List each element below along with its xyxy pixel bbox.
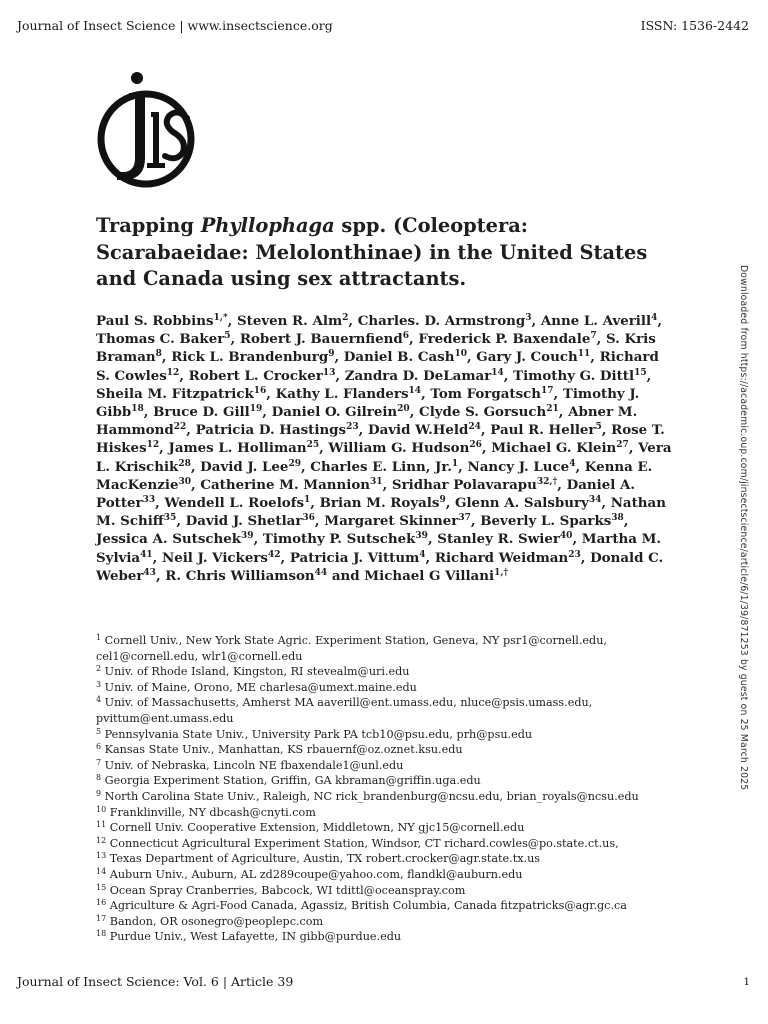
affiliation-number: 17 xyxy=(96,913,107,923)
author-affiliation-mark: 16 xyxy=(253,385,267,396)
affiliation-text: Connecticut Agricultural Experiment Station, Windsor, CT richard.cowles@po.state.ct.us, xyxy=(106,836,619,850)
affiliation-number: 14 xyxy=(96,866,107,876)
author-name: Kathy L. Flanders xyxy=(275,385,409,402)
affiliation-item xyxy=(96,929,676,945)
affiliation-list xyxy=(96,633,676,945)
author-name: Timothy J. Gibb xyxy=(96,385,640,421)
author-list: Paul S. Robbins$^{1,*}$, Steven R. Alm$^2$, Charles. D. Armstrong$^3$, Anne L. Averill$^4$, Thomas C. Baker$^5$, Robert J. Bauernfiend$^6$, Frederick P. Baxendale$^7$, S. Kris Braman$^8$, Rick L. Brandenburg$^9$, Daniel B. Cash$^{10}$, Gary J. Couch$^{11}$, Richard S. Cowles$^{12}$, Robert L. Crocker$^{13}$, Zandra D. DeLamar$^{14}$, Timothy G. Dittl$^{15}$, Sheila M. Fitzpatrick$^{16}$, Kathy L. Flanders$^{14}$, Tom Forgatsch$^{17}$, Timothy J. Gibb$^{18}$, Bruce D. Gill$^{19}$, Daniel O. Gilrein$^{20}$, Clyde S. Gorsuch$^{21}$, Abner M. Hammond$^{22}$, Patricia D. Hastings$^{23}$, David W.Held$^{24}$, Paul R. Heller$^5$, Rose T. Hiskes$^{12}$, James L. Holliman$^{25}$, William G. Hudson$^{26}$, Michael G. Klein$^{27}$, Vera L. Krischik$^{28}$, David J. Lee$^{29}$, Charles E. Linn, Jr.$^1$, Nancy J. Luce$^4$, Kenna E. MacKenzie$^{30}$, Catherine M. Mannion$^{31}$, Sridhar Polavarapu$^{32,\dagger}$, Daniel A. Potter$^{33}$, Wendell L. Roelofs$^1$, Brian M. Royals$^9$, Glenn A. Salsbury$^{34}$, Nathan M. Schiff$^{35}$, David J. Shetlar$^{36}$, Margaret Skinner$^{37}$, Beverly L. Sparks$^{38}$, Jessica A. Sutschek$^{39}$, Timothy P. Sutschek$^{39}$, Stanley R. Swier$^{40}$, Martha M. Sylvia$^{41}$, Neil J. Vickers$^{42}$, Patricia J. Vittum$^4$, Richard Weidman$^{23}$, Donald C. Weber$^{43}$, R. Chris Williamson$^{44}$ and Michael G Villani$^{1,\dagger}$ xyxy=(96,313,672,584)
author-name: Daniel O. Gilrein xyxy=(271,404,398,421)
affiliation-item xyxy=(96,664,676,680)
author-name: Wendell L. Roelofs xyxy=(164,495,305,512)
author-affiliation-mark: 44 xyxy=(314,567,328,578)
author-affiliation-mark: 25 xyxy=(306,440,320,451)
author-name: Martha M. Sylvia xyxy=(96,531,662,566)
author-name: Stanley R. Swier xyxy=(437,531,560,548)
author-name: David W.Held xyxy=(367,422,469,439)
author-name: Charles. D. Armstrong xyxy=(357,313,526,329)
affiliation-text: Pennsylvania State Univ., University Park PA tcb10@psu.edu, prh@psu.edu xyxy=(101,727,533,741)
author-affiliation-mark: 2 xyxy=(342,313,349,323)
author-name: Zandra D. DeLamar xyxy=(344,367,492,384)
author-affiliation-mark: 8 xyxy=(155,349,162,360)
affiliation-text: Texas Department of Agriculture, Austin, TX robert.crocker@agr.state.tx.us xyxy=(106,852,541,866)
journal-header: Journal of Insect Science | www.insectscience.org xyxy=(17,18,333,33)
author-affiliation-mark: 20 xyxy=(397,404,410,415)
affiliation-item xyxy=(96,820,676,836)
author-name: David J. Lee xyxy=(200,458,289,475)
affiliation-item xyxy=(96,727,676,743)
affiliation-item xyxy=(96,773,676,789)
author-affiliation-mark: 39 xyxy=(415,531,428,542)
author-name: William G. Hudson xyxy=(328,440,470,457)
author-name: Paul R. Heller xyxy=(490,422,596,439)
author-affiliation-mark: 32,† xyxy=(536,476,558,487)
author-name: Vera L. Krischik xyxy=(96,440,672,475)
affiliation-number: 1 xyxy=(96,633,102,642)
author-name: Tom Forgatsch xyxy=(430,385,541,402)
affiliation-text: Georgia Experiment Station, Griffin, GA kbraman@griffin.uga.edu xyxy=(101,774,481,788)
author-affiliation-mark: 24 xyxy=(468,422,481,433)
author-affiliation-mark: 36 xyxy=(302,513,315,524)
footer-citation: Journal of Insect Science: Vol. 6 | Article 39 xyxy=(17,974,294,989)
affiliation-text: Kansas State Univ., Manhattan, KS rbauernf@oz.oznet.ksu.edu xyxy=(101,743,463,757)
author-affiliation-mark: 7 xyxy=(590,331,597,342)
author-affiliation-mark: 35 xyxy=(163,513,177,524)
author-affiliation-mark: 23 xyxy=(568,549,581,560)
download-watermark: Downloaded from https://academic.oup.com/jinsectscience/article/6/1/39/871253 by guest on 25 March 2025 xyxy=(738,265,749,791)
article-title: Trapping Phyllophaga spp. (Coleoptera: Scarabaeidae: Melolonthinae) in the United States and Canada using sex attractants. xyxy=(96,214,648,290)
affiliation-text: Univ. of Rhode Island, Kingston, RI stevealm@uri.edu xyxy=(101,665,410,679)
affiliation-number: 18 xyxy=(96,929,107,939)
author-name: Timothy G. Dittl xyxy=(513,367,635,384)
author-affiliation-mark: 34 xyxy=(588,495,602,506)
journal-logo-jis-icon xyxy=(95,68,197,196)
author-affiliation-mark: 27 xyxy=(616,440,629,451)
affiliation-item xyxy=(96,758,676,774)
author-affiliation-mark: 21 xyxy=(546,404,559,415)
affiliation-number: 16 xyxy=(96,898,107,908)
author-affiliation-mark: 4 xyxy=(651,313,658,323)
author-name: Richard S. Cowles xyxy=(96,349,659,384)
affiliation-item xyxy=(96,851,676,867)
author-name: Rick L. Brandenburg xyxy=(171,349,329,366)
affiliation-number: 13 xyxy=(96,851,107,861)
author-affiliation-mark: 10 xyxy=(454,349,467,360)
author-name: Timothy P. Sutschek xyxy=(262,531,416,548)
affiliation-item xyxy=(96,789,676,805)
author-name: Daniel B. Cash xyxy=(343,349,455,366)
author-affiliation-mark: 29 xyxy=(288,458,301,469)
author-affiliation-mark: 1 xyxy=(451,458,459,469)
author-name: Sheila M. Fitzpatrick xyxy=(96,385,254,402)
author-name: Frederick P. Baxendale xyxy=(418,331,591,348)
author-name: James L. Holliman xyxy=(168,440,307,457)
author-name: Daniel A. Potter xyxy=(96,476,636,512)
author-affiliation-mark: 17 xyxy=(541,385,554,396)
affiliation-text: Univ. of Massachusetts, Amherst MA aaverill@ent.umass.edu, nluce@psis.umass.edu, pvittum@ent.umass.edu xyxy=(96,696,593,725)
author-affiliation-mark: 14 xyxy=(491,367,504,378)
affiliation-item xyxy=(96,883,676,899)
author-affiliation-mark: 37 xyxy=(458,513,471,524)
author-affiliation-mark: 11 xyxy=(577,349,591,360)
author-name: Rose T. Hiskes xyxy=(96,422,665,457)
author-name: Robert L. Crocker xyxy=(188,367,323,384)
affiliation-number: 10 xyxy=(96,804,107,814)
author-affiliation-mark: 42 xyxy=(267,549,281,560)
affiliation-item xyxy=(96,680,676,696)
author-name: R. Chris Williamson xyxy=(165,567,315,584)
affiliation-item xyxy=(96,898,676,914)
author-affiliation-mark: 6 xyxy=(402,331,409,342)
author-affiliation-mark: 19 xyxy=(249,404,263,415)
author-name: Neil J. Vickers xyxy=(161,549,268,566)
affiliation-number: 9 xyxy=(96,788,102,798)
author-name: Patricia D. Hastings xyxy=(195,422,347,439)
author-affiliation-mark: 18 xyxy=(131,404,144,415)
affiliation-text: Cornell Univ., New York State Agric. Experiment Station, Geneva, NY psr1@cornell.edu, cel1@cornell.edu, wlr1@cornell.edu xyxy=(96,634,607,663)
affiliation-number: 4 xyxy=(96,695,102,705)
author-affiliation-mark: 4 xyxy=(419,549,426,560)
issn-label: ISSN: 1536-2442 xyxy=(640,18,749,33)
author-affiliation-mark: 39 xyxy=(241,531,254,542)
author-name: Jessica A. Sutschek xyxy=(96,531,242,548)
author-name: Clyde S. Gorsuch xyxy=(419,404,547,421)
affiliation-text: Ocean Spray Cranberries, Babcock, WI tdittl@oceanspray.com xyxy=(106,883,466,897)
author-affiliation-mark: 5 xyxy=(224,331,231,342)
affiliation-item xyxy=(96,633,676,664)
affiliation-item xyxy=(96,695,676,726)
author-name: Beverly L. Sparks xyxy=(480,513,612,530)
affiliation-number: 2 xyxy=(96,664,102,674)
affiliation-text: Franklinville, NY dbcash@cnyti.com xyxy=(106,805,316,819)
affiliation-text: Univ. of Nebraska, Lincoln NE fbaxendale1@unl.edu xyxy=(101,758,404,772)
author-name: Catherine M. Mannion xyxy=(200,476,371,493)
author-affiliation-mark: 1 xyxy=(304,495,311,506)
author-affiliation-mark: 38 xyxy=(611,513,624,524)
author-name: Paul S. Robbins xyxy=(96,313,214,329)
affiliation-number: 5 xyxy=(96,726,102,736)
author-affiliation-mark: 41 xyxy=(140,549,153,560)
author-affiliation-mark: 28 xyxy=(178,458,191,469)
author-affiliation-mark: 31 xyxy=(370,476,383,487)
author-affiliation-mark: 43 xyxy=(143,567,156,578)
author-name: S. Kris Braman xyxy=(96,331,656,366)
author-name: Gary J. Couch xyxy=(476,349,578,366)
author-name: Bruce D. Gill xyxy=(153,404,250,421)
author-affiliation-mark: 1,* xyxy=(213,313,228,323)
author-affiliation-mark: 22 xyxy=(173,422,187,433)
affiliation-item xyxy=(96,914,676,930)
affiliation-text: Purdue Univ., West Lafayette, IN gibb@purdue.edu xyxy=(106,930,402,944)
author-name: Nathan M. Schiff xyxy=(96,495,666,530)
affiliation-number: 6 xyxy=(96,742,102,752)
author-name: Michael G Villani xyxy=(364,567,495,584)
author-affiliation-mark: 40 xyxy=(559,531,573,542)
author-name: Steven R. Alm xyxy=(236,313,343,329)
author-name: Thomas C. Baker xyxy=(96,331,225,348)
affiliation-number: 11 xyxy=(96,820,107,830)
author-name: Donald C. Weber xyxy=(96,549,664,584)
author-affiliation-mark: 12 xyxy=(166,367,180,378)
affiliation-item xyxy=(96,836,676,852)
author-name: Richard Weidman xyxy=(434,549,569,566)
affiliation-item xyxy=(96,805,676,821)
author-name: Glenn A. Salsbury xyxy=(455,495,589,512)
affiliation-item xyxy=(96,867,676,883)
affiliation-text: Agriculture & Agri-Food Canada, Agassiz, British Columbia, Canada fitzpatricks@agr.gc.ca xyxy=(106,899,627,913)
affiliation-item xyxy=(96,742,676,758)
affiliation-number: 3 xyxy=(96,679,102,689)
affiliation-number: 15 xyxy=(96,882,107,892)
author-name: Margaret Skinner xyxy=(324,513,459,530)
affiliation-text: Univ. of Maine, Orono, ME charlesa@umext.maine.edu xyxy=(101,680,417,694)
author-affiliation-mark: 9 xyxy=(328,349,335,360)
author-name: Anne L. Averill xyxy=(540,313,652,329)
genus-name: Phyllophaga xyxy=(200,214,335,237)
affiliation-text: Auburn Univ., Auburn, AL zd289coupe@yahoo.com, flandkl@auburn.edu xyxy=(106,867,523,881)
author-name: Abner M. Hammond xyxy=(96,404,638,439)
author-affiliation-mark: 4 xyxy=(569,458,576,469)
author-affiliation-mark: 14 xyxy=(408,385,422,396)
author-name: Sridhar Polavarapu xyxy=(391,476,537,493)
affiliation-text: Cornell Univ. Cooperative Extension, Middletown, NY gjc15@cornell.edu xyxy=(106,821,525,835)
author-affiliation-mark: 26 xyxy=(469,440,482,451)
author-affiliation-mark: 13 xyxy=(322,367,336,378)
author-affiliation-mark: 15 xyxy=(634,367,647,378)
author-affiliation-mark: 5 xyxy=(595,422,602,433)
author-affiliation-mark: 3 xyxy=(525,313,532,323)
author-affiliation-mark: 30 xyxy=(178,476,191,487)
page-number: 1 xyxy=(743,976,750,988)
affiliation-number: 8 xyxy=(96,773,102,783)
author-name: Brian M. Royals xyxy=(319,495,440,512)
author-name: Patricia J. Vittum xyxy=(289,549,420,566)
author-affiliation-mark: 1,† xyxy=(494,567,509,578)
affiliation-number: 12 xyxy=(96,835,107,845)
author-affiliation-mark: 9 xyxy=(439,495,446,506)
author-name: Robert J. Bauernfiend xyxy=(239,331,403,348)
affiliation-text: Bandon, OR osonegro@peoplepc.com xyxy=(106,914,324,928)
author-affiliation-mark: 33 xyxy=(142,495,156,506)
affiliation-text: North Carolina State Univ., Raleigh, NC rick_brandenburg@ncsu.edu, brian_royals@ncsu.edu xyxy=(101,789,639,803)
author-name: David J. Shetlar xyxy=(185,513,303,530)
author-name: Nancy J. Luce xyxy=(467,458,570,475)
author-name: Kenna E. MacKenzie xyxy=(96,458,653,493)
affiliation-number: 7 xyxy=(96,757,102,767)
author-name: Charles E. Linn, Jr. xyxy=(310,458,452,475)
author-name: Michael G. Klein xyxy=(491,440,617,457)
author-affiliation-mark: 12 xyxy=(146,440,160,451)
author-affiliation-mark: 23 xyxy=(346,422,359,433)
